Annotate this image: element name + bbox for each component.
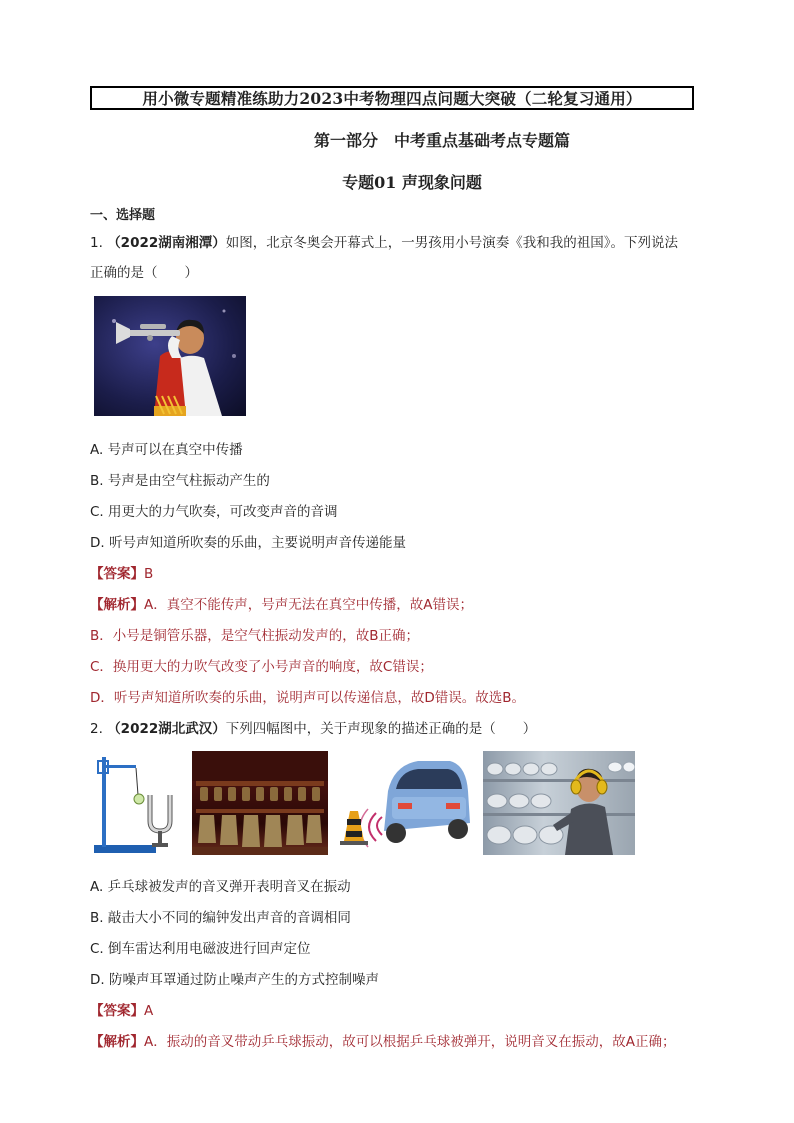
tuning-fork-diagram [92,751,184,855]
q1-option-b: B. 号声是由空气柱振动产生的 [90,473,270,489]
q2-analysis-line1 [90,1030,675,1050]
banner-title: 用小微专题精准练助力2023中考物理四点问题大突破（二轮复习通用） [90,86,694,110]
q2-number: 2. [90,721,103,737]
q1-analysis-line1 [90,593,473,613]
q2-answer-value: A [144,1003,154,1019]
q1-stem-text: 如图，北京冬奥会开幕式上，一男孩用小号演奏《我和我的祖国》。下列说法 [225,235,679,251]
q2-option-d: D. 防噪声耳罩通过防止噪声产生的方式控制噪声 [90,972,379,988]
q2-option-b: B. 敲击大小不同的编钟发出声音的音调相同 [90,910,351,926]
q2-option-c: C. 倒车雷达利用电磁波进行回声定位 [90,941,311,957]
trumpet-boy-photo [94,296,246,416]
q1-answer [90,562,153,582]
chime-bells-photo [192,751,328,855]
q2-source: （2022湖北武汉） [107,721,226,737]
q1-analysis-c: C．换用更大的力吹气改变了小号声音的响度，故C错误； [90,659,433,675]
q1-answer-label: 【答案】 [90,566,144,582]
q1-analysis-d: D．听号声知道所吹奏的乐曲，说明声可以传递信息，故D错误。故选B。 [90,690,526,706]
q1-source: （2022湖南湘潭） [107,235,226,251]
q2-stem-text: 下列四幅图中，关于声现象的描述正确的是（ ） [225,721,537,737]
ear-muffs-worker-photo [483,751,635,855]
q2-answer [90,999,153,1019]
q1-stem-line2: 正确的是（ ） [90,265,198,281]
q2-stem [90,717,536,737]
q1-analysis-b: B．小号是铜管乐器，是空气柱振动发声的，故B正确； [90,628,420,644]
topic-title: 专题01 声现象问题 [342,173,482,192]
q1-option-c: C. 用更大的力气吹奏，可改变声音的音调 [90,504,338,520]
q1-option-a: A. 号声可以在真空中传播 [90,442,243,458]
section-heading: 一、选择题 [90,208,156,223]
q2-analysis-label: 【解析】 [90,1034,144,1050]
reversing-radar-car [338,751,474,855]
q1-number: 1. [90,235,103,251]
q2-answer-label: 【答案】 [90,1003,144,1019]
part-title: 第一部分 中考重点基础考点专题篇 [313,131,570,150]
q1-answer-value: B [144,566,154,582]
q1-analysis-label: 【解析】 [90,597,144,613]
q2-analysis-a: A．振动的音叉带动乒乓球振动，故可以根据乒乓球被弹开，说明音叉在振动，故A正确； [144,1034,676,1050]
q1-stem-line1 [90,231,678,251]
q2-option-a: A. 乒乓球被发声的音叉弹开表明音叉在振动 [90,879,351,895]
q1-analysis-a: A．真空不能传声，号声无法在真空中传播，故A错误； [144,597,473,613]
q1-option-d: D. 听号声知道所吹奏的乐曲，主要说明声音传递能量 [90,535,406,551]
